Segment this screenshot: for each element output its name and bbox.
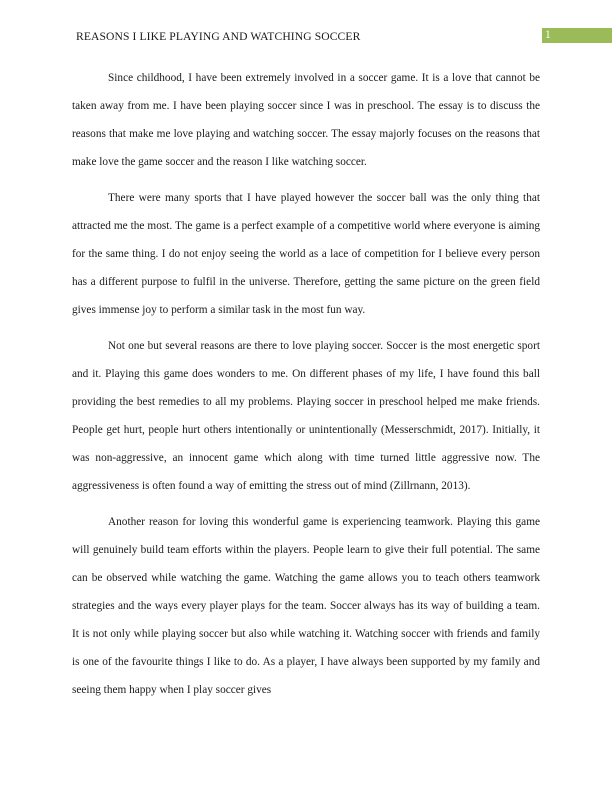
header-title: REASONS I LIKE PLAYING AND WATCHING SOCCER [76,30,361,43]
paragraph: Since childhood, I have been extremely involved in a soccer game. It is a love that cannot be taken away from me. I have been playing soccer since I was in preschool. The essay is to discuss the reasons that make me love playing and watching soccer. The essay majorly focuses on the reasons that make love the game soccer and the reason I like watching soccer. [72,72,540,168]
document-body [72,64,540,704]
page-number: 1 [542,28,612,43]
paragraph: There were many sports that I have played however the soccer ball was the only thing that attracted me the most. The game is a perfect example of a competitive world where everyone is aiming for the same thing. I do not enjoy seeing the world as a lace of competition for I believe every person has a different purpose to fulfil in the universe. Therefore, getting the same picture on the green field gives immense joy to perform a similar task in the most fun way. [72,192,540,316]
paragraph: Not one but several reasons are there to love playing soccer. Soccer is the most energetic sport and it. Playing this game does wonders to me. On different phases of my life, I have found this ball providing the best remedies to all my problems. Playing soccer in preschool helped me make friends. People get hurt, people hurt others intentionally or unintentionally (Messerschmidt, 2017). Initially, it was non-aggressive, an innocent game which along with time turned little aggressive now. The aggressiveness is often found a way of emitting the stress out of mind (Zillrnann, 2013). [72,340,540,492]
paragraph: Another reason for loving this wonderful game is experiencing teamwork. Playing this game will genuinely build team efforts within the players. People learn to give their full potential. The same can be observed while watching the game. Watching the game allows you to teach others teamwork strategies and the ways every player plays for the team. Soccer always has its way of building a team. It is not only while playing soccer but also while watching it. Watching soccer with friends and family is one of the favourite things I like to do. As a player, I have always been supported by my family and seeing them happy when I play soccer gives [72,516,540,696]
